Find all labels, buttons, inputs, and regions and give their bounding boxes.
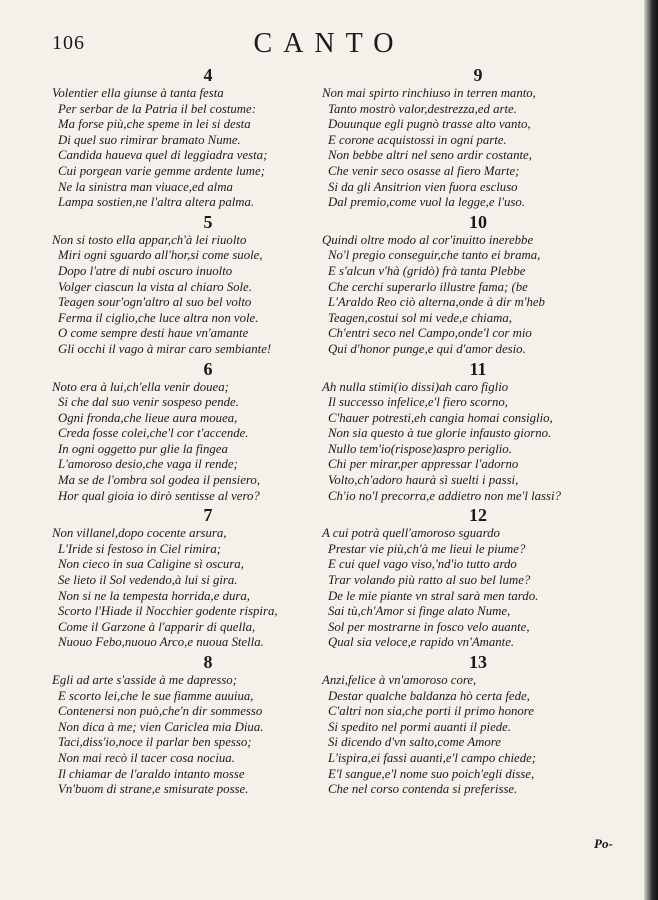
verse-line: Ma forse più,che speme in lei si desta: [58, 117, 251, 132]
verse-line: Scorto l'Hiade il Nocchier godente rispira,: [58, 604, 278, 619]
stanza-number: 4: [203, 65, 213, 85]
verse-line: Volger ciascun la vista al chiaro Sole.: [58, 279, 252, 294]
verse-line: Dal premio,come vuol la legge,e l'uso.: [328, 195, 526, 210]
verse-line: Sai tù,ch'Amor si finge alato Nume,: [328, 604, 511, 619]
verse-line: Trar volando più ratto al suo bel lume?: [328, 573, 531, 588]
stanza-number: 6: [203, 358, 213, 379]
stanza-number: 12: [469, 505, 487, 526]
verse-line: E'l sangue,e'l nome suo poich'egli disse,: [328, 766, 535, 781]
stanza-number: 7: [203, 505, 213, 526]
stanza: [52, 64, 358, 211]
stanza-number: 8: [203, 652, 213, 672]
verse-line: Non cieco in sua Caligine sì oscura,: [58, 557, 244, 572]
verse-line: Destar qualche baldanza hò certa fede,: [328, 688, 530, 703]
verse-line: Qual sia veloce,e rapido vn'Amante.: [328, 635, 515, 650]
stanza: [52, 504, 358, 651]
verse-line: Se lieto il Sol vedendo,à lui si gira.: [58, 573, 238, 588]
verse-line: Non si tosto ella appar,ch'à lei riuolto: [52, 232, 247, 247]
verse-line: E corone acquistossi in ogni parte.: [328, 132, 507, 147]
verse-line: L'Araldo Reo ciò alterna,onde à dir m'heb: [328, 295, 545, 310]
verse-line: Creda fosse colei,che'l cor t'accende.: [58, 426, 249, 441]
stanza: [52, 211, 358, 358]
verse-line: Il chiamar de l'araldo intanto mosse: [58, 766, 245, 781]
verse-line: L'amoroso desio,che vaga il rende;: [58, 457, 238, 472]
verse-line: Candida haueva quel di leggiadra vesta;: [58, 148, 268, 163]
stanza-number: 5: [203, 211, 213, 232]
stanza: [322, 358, 628, 505]
verse-line: Noto era à lui,ch'ella venir douea;: [52, 379, 229, 394]
verse-line: Egli ad arte s'asside à me dapresso;: [52, 673, 237, 687]
stanza-number: 9: [473, 65, 483, 85]
page-header: CANTO: [253, 28, 405, 59]
verse-line: Per serbar de la Patria il bel costume:: [58, 101, 256, 116]
verse-line: Si dicendo d'vn salto,come Amore: [328, 735, 501, 750]
verse-line: Dopo l'atre di nubi oscuro inuolto: [58, 263, 233, 278]
verse-line: Non sia questo à tue glorie infausto giorno.: [328, 426, 552, 441]
verse-line: Gli occhi il vago à mirar caro sembiante!: [58, 341, 272, 356]
page-number: 106: [52, 32, 85, 54]
stanza: [322, 504, 628, 651]
verse-line: Volentier ella giunse à tanta festa: [52, 86, 224, 100]
verse-line: Qui d'honor punge,e qui d'amor desio.: [328, 341, 526, 356]
stanza: [322, 64, 628, 211]
stanza-number: 10: [469, 211, 487, 232]
verse-line: Si da gli Ansitrion vien fuora escluso: [328, 179, 518, 194]
verse-line: Non villanel,dopo cocente arsura,: [52, 526, 227, 541]
verse-line: Tanto mostrò valor,destrezza,ed arte.: [328, 101, 517, 116]
verse-line: Miri ogni sguardo all'hor,si come suole,: [58, 248, 263, 263]
stanza-number: 11: [469, 358, 487, 379]
verse-line: De le mie piante vn stral sarà men tardo.: [328, 588, 539, 603]
page-edge: [644, 0, 658, 900]
verse-line: Cui porgean varie gemme ardente lume;: [58, 163, 265, 178]
verse-line: L'Iride si festoso in Ciel rimira;: [58, 541, 222, 556]
verse-line: Contenersi non può,che'n dir sommesso: [58, 704, 263, 719]
verse-line: Come il Garzone à l'apparir di quella,: [58, 619, 256, 634]
verse-line: Sol per mostrarne in fosco velo auante,: [328, 619, 530, 634]
verse-line: Non si ne la tempesta horrida,e dura,: [58, 588, 250, 603]
verse-line: Che cerchi superarlo illustre fama; (be: [328, 279, 528, 294]
verse-line: Ma se de l'ombra sol godea il pensiero,: [58, 473, 261, 488]
verse-line: O come sempre desti haue vn'amante: [58, 326, 249, 341]
verse-line: C'hauer potresti,eh cangia homai consiglio,: [328, 410, 553, 425]
verse-line: Si che dal suo venir sospeso pende.: [58, 395, 239, 410]
verse-line: Hor qual gioia io dirò sentisse al vero?: [58, 488, 260, 503]
right-column: [322, 64, 628, 798]
verse-line: Ah nulla stimi(io dissi)ah caro figlio: [322, 379, 509, 394]
verse-line: Che nel corso contenda si preferisse.: [328, 782, 518, 797]
verse-line: E cui quel vago viso,'nd'io tutto ardo: [328, 557, 517, 572]
verse-line: Non bebbe altri nel seno ardir costante,: [328, 148, 532, 163]
verse-line: Teagen sour'ogn'altro al suo bel volto: [58, 295, 252, 310]
verse-line: Non mai spirto rinchiuso in terren manto,: [322, 86, 536, 100]
verse-line: Non dica à me; vien Cariclea mia Diua.: [58, 719, 264, 734]
stanza: [52, 358, 358, 505]
verse-line: Nuouo Febo,nuouo Arco,e nuoua Stella.: [58, 635, 264, 650]
verse-line: No'l pregio conseguir,che tanto ei brama,: [328, 248, 541, 263]
verse-line: Douunque egli pugnò trasse alto vanto,: [328, 117, 531, 132]
verse-line: Quindi oltre modo al cor'inuitto inerebbe: [322, 232, 534, 247]
verse-line: C'altri non sia,che porti il primo honore: [328, 704, 534, 719]
verse-line: Non mai recò il tacer cosa nociua.: [58, 750, 235, 765]
verse-line: Teagen,costui sol mi vede,e chiama,: [328, 310, 512, 325]
verse-line: Chi per mirar,per appressar l'adorno: [328, 457, 519, 472]
verse-line: E scorto lei,che le sue fiamme auuiua,: [58, 688, 254, 703]
verse-line: Anzi,felice à vn'amoroso core,: [322, 673, 477, 687]
verse-line: Vn'buom di strane,e smisurate posse.: [58, 782, 249, 797]
verse-line: Ogni fronda,che lieue aura mouea,: [58, 410, 238, 425]
left-column: [52, 64, 358, 798]
verse-line: L'ispira,ei fassi auanti,e'l campo chiede;: [328, 750, 537, 765]
stanza: [322, 651, 628, 798]
verse-line: Di quel suo rimirar bramato Nume.: [58, 132, 241, 147]
verse-line: Ch'io no'l precorra,e addietro non me'l lassi?: [328, 488, 561, 503]
stanza: [322, 211, 628, 358]
verse-line: Ch'entri seco nel Campo,onde'l cor mio: [328, 326, 532, 341]
verse-line: Prestar vie più,ch'à me lieui le piume?: [328, 541, 526, 556]
stanza-number: 13: [469, 652, 487, 672]
verse-line: In ogni oggetto pur glie la fingea: [58, 441, 228, 456]
verse-line: Taci,diss'io,noce il parlar ben spesso;: [58, 735, 252, 750]
verse-line: Nullo tem'io(rispose)aspro periglio.: [328, 441, 512, 456]
verse-line: Volto,ch'adoro haurà sì suelti i passi,: [328, 473, 519, 488]
verse-line: Lampa sostien,ne l'altra altera palma.: [58, 195, 255, 210]
verse-line: A cui potrà quell'amoroso sguardo: [322, 526, 500, 541]
verse-line: Il successo infelice,e'l fiero scorno,: [328, 395, 508, 410]
verse-line: E s'alcun v'hà (gridò) frà tanta Plebbe: [328, 263, 526, 278]
stanza: [52, 651, 358, 798]
verse-line: Ne la sinistra man viuace,ed alma: [58, 179, 233, 194]
verse-line: Ferma il ciglio,che luce altra non vole.: [58, 310, 259, 325]
catchword: Po-: [594, 836, 613, 851]
verse-line: Si spedito nel pormi auanti il piede.: [328, 719, 512, 734]
verse-line: Che venir seco osasse al fiero Marte;: [328, 163, 520, 178]
